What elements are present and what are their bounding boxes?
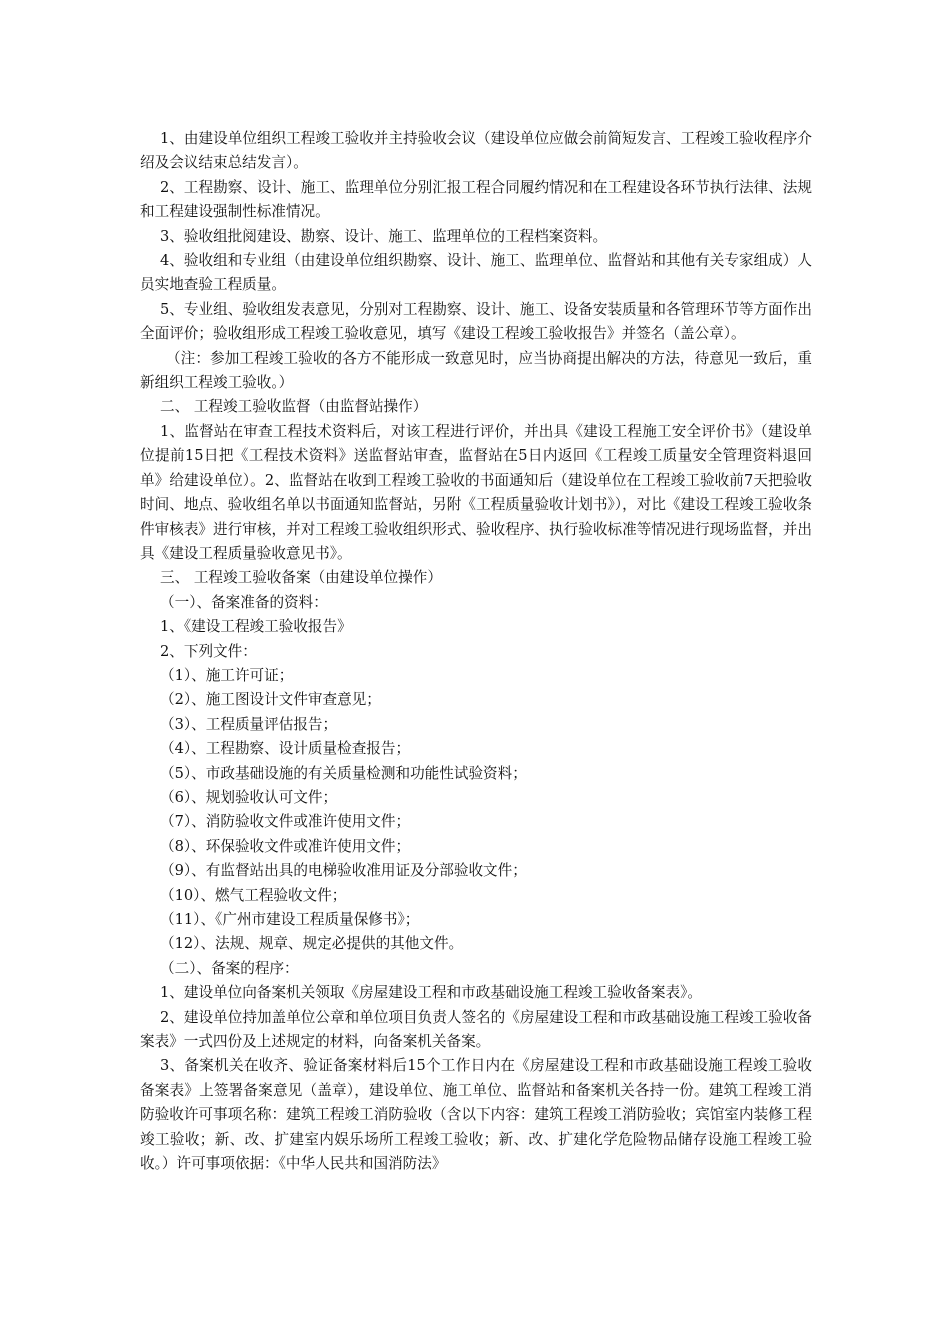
paragraph: 1、监督站在审查工程技术资料后，对该工程进行评价，并出具《建设工程施工安全评价书》（建设单位提前15日把《工程技术资料》送监督站审查，监督站在5日内返回《工程竣工质量安全管理资料退回单》给建设单位）。2、监督站在收到工程竣工验收的书面通知后（建设单位在工程竣工验收前7天把验收时间、地点、验收组名单以书面通知监督站，另附《工程质量验收计划书》），对比《建设工程竣工验收条件审核表》进行审核，并对工程竣工验收组织形式、验收程序、执行验收标准等情况进行现场监督，并出具《建设工程质量验收意见书》。 <box>140 422 812 562</box>
paragraph: 3、验收组批阅建设、勘察、设计、施工、监理单位的工程档案资料。 <box>160 227 608 245</box>
paragraph: 2、建设单位持加盖单位公章和单位项目负责人签名的《房屋建设工程和市政基础设施工程竣工验收备案表》一式四份及上述规定的材料，向备案机关备案。 <box>140 1008 812 1051</box>
note-paragraph: （注：参加工程竣工验收的各方不能形成一致意见时，应当协商提出解决的方法，待意见一致后，重新组织工程竣工验收。） <box>140 349 812 392</box>
subsection-heading: （一）、备案准备的资料： <box>160 593 328 611</box>
list-item: （3）、工程质量评估报告； <box>160 715 338 733</box>
paragraph: 4、验收组和专业组（由建设单位组织勘察、设计、施工、监理单位、监督站和其他有关专家组成）人员实地查验工程质量。 <box>140 252 812 294</box>
list-item: （7）、消防验收文件或准许使用文件； <box>160 813 411 831</box>
paragraph: 1、建设单位向备案机关领取《房屋建设工程和市政基础设施工程竣工验收备案表》。 <box>160 984 702 1002</box>
list-item: （2）、施工图设计文件审查意见； <box>160 691 381 709</box>
paragraph: 2、工程勘察、设计、施工、监理单位分别汇报工程合同履约情况和在工程建设各环节执行法律、法规和工程建设强制性标准情况。 <box>140 178 812 221</box>
list-item: （9）、有监督站出具的电梯验收准用证及分部验收文件； <box>160 862 527 880</box>
document-body <box>140 127 812 1176</box>
list-item: （12）、法规、规章、规定必提供的其他文件。 <box>160 935 464 953</box>
subsection-heading: （二）、备案的程序： <box>160 959 299 977</box>
paragraph: 3、备案机关在收齐、验证备案材料后15个工作日内在《房屋建设工程和市政基础设施工程竣工验收备案表》上签署备案意见（盖章），建设单位、施工单位、监督站和备案机关各持一份。建筑工程竣工消防验收许可事项名称：建筑工程竣工消防验收（含以下内容：建筑工程竣工消防验收；宾馆室内装修工程竣工验收；新、改、扩建室内娱乐场所工程竣工验收；新、改、扩建化学危险物品储存设施工程竣工验收。）许可事项依据：《中华人民共和国消防法》 <box>140 1057 812 1173</box>
list-item: （5）、市政基础设施的有关质量检测和功能性试验资料； <box>160 764 527 782</box>
list-item: （4）、工程勘察、设计质量检查报告； <box>160 740 411 758</box>
list-item: （8）、环保验收文件或准许使用文件； <box>160 837 411 855</box>
list-item: （6）、规划验收认可文件； <box>160 788 338 806</box>
paragraph: 1、由建设单位组织工程竣工验收并主持验收会议（建设单位应做会前简短发言、工程竣工验收程序介绍及会议结束总结发言）。 <box>140 130 812 172</box>
section-heading: 二、 工程竣工验收监督（由监督站操作） <box>160 398 428 416</box>
list-item: （1）、施工许可证； <box>160 666 294 684</box>
list-item: 1、《建设工程竣工验收报告》 <box>160 618 352 636</box>
list-item: （11）、《广州市建设工程质量保修书》； <box>160 911 420 928</box>
list-item: （10）、燃气工程验收文件； <box>160 886 347 904</box>
list-item: 2、下列文件： <box>160 642 257 660</box>
section-heading: 三、 工程竣工验收备案（由建设单位操作） <box>160 569 442 587</box>
paragraph: 5、专业组、验收组发表意见，分别对工程勘察、设计、施工、设备安装质量和各管理环节等方面作出全面评价；验收组形成工程竣工验收意见，填写《建设工程竣工验收报告》并签名（盖公章）。 <box>140 300 812 343</box>
